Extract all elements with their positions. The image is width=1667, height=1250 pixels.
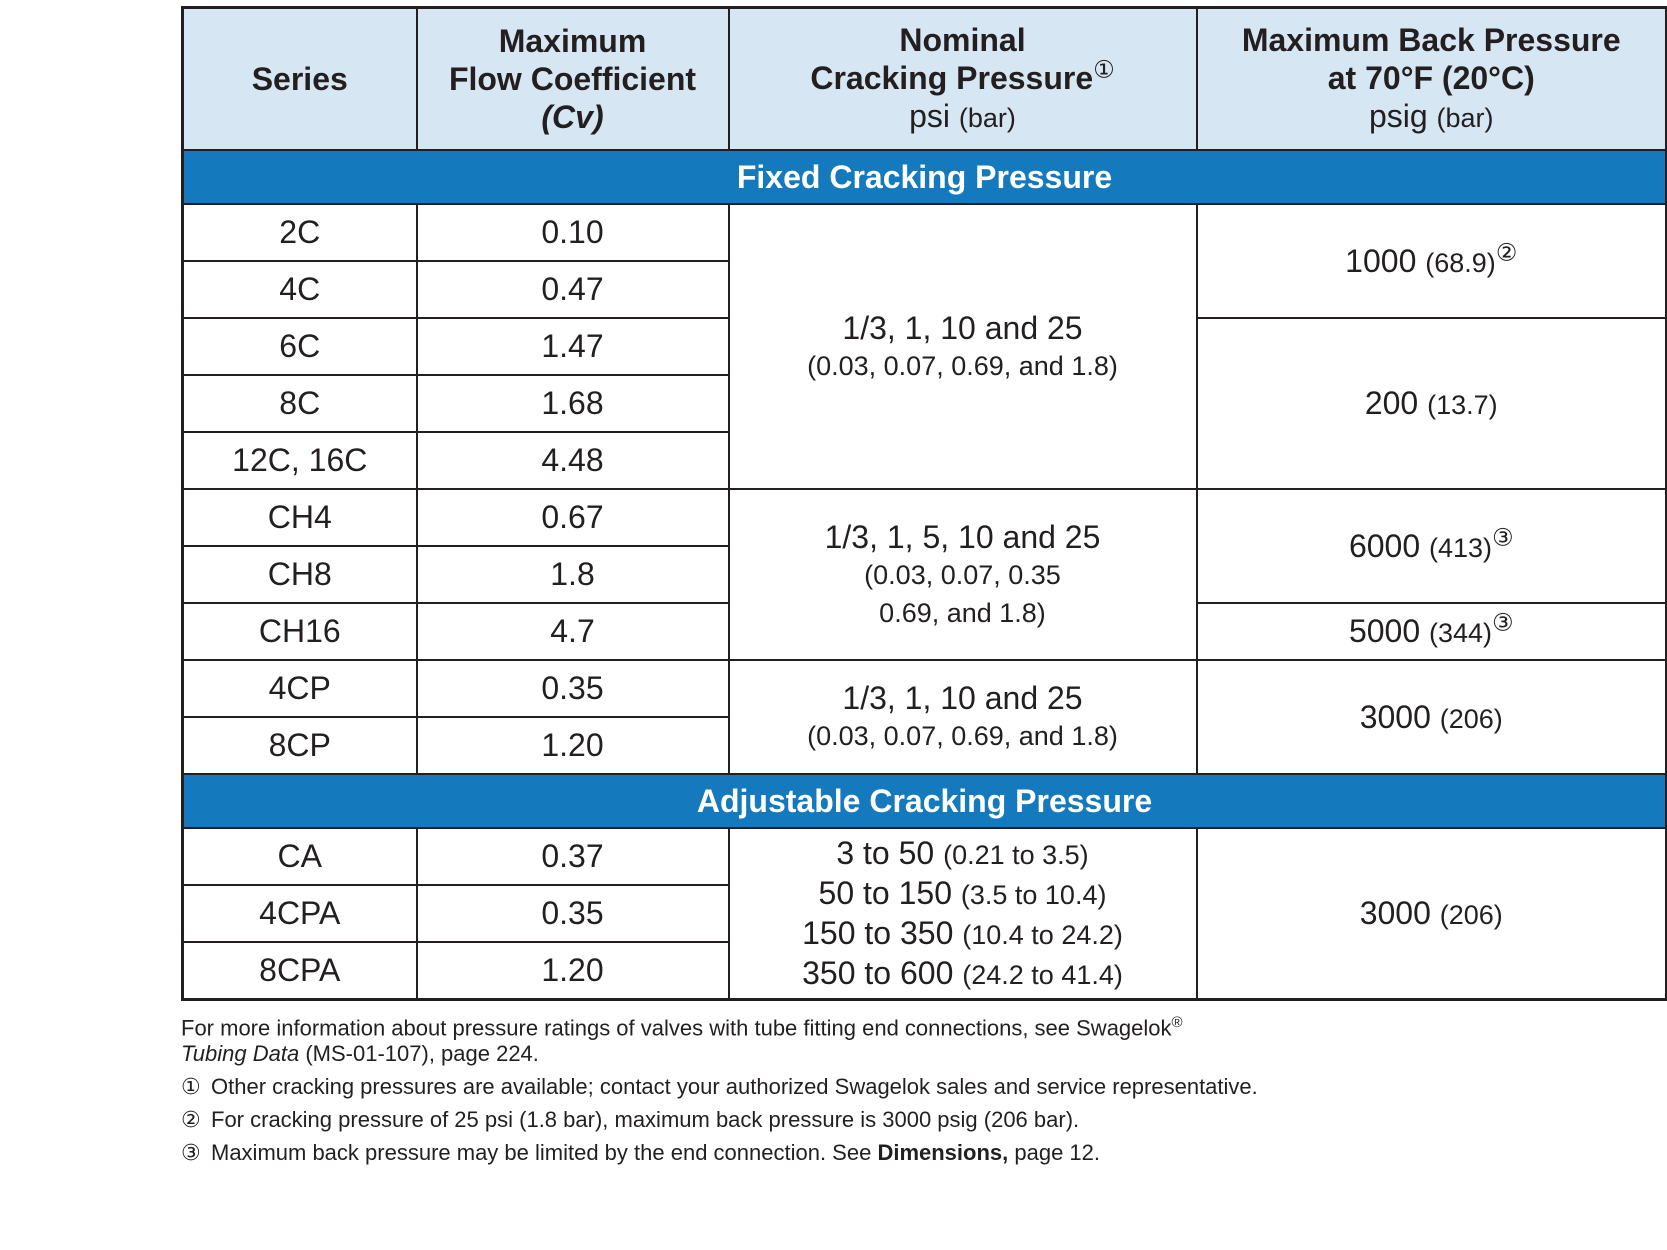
cv-cell: 0.67 [417, 489, 729, 546]
cv-cell: 1.68 [417, 375, 729, 432]
cv-cell: 0.37 [417, 828, 729, 885]
series-cell: CH4 [183, 489, 417, 546]
footnote-2: ② For cracking pressure of 25 psi (1.8 bar), maximum back pressure is 3000 psig (206 bar). [181, 1107, 1080, 1133]
cv-cell: 4.7 [417, 603, 729, 660]
footnote-1-marker: ① [1093, 56, 1115, 84]
cracking-pressure-group-3: 1/3, 1, 10 and 25 (0.03, 0.07, 0.69, and 1.8) [729, 660, 1197, 774]
series-cell: 4CP [183, 660, 417, 717]
series-cell: CH8 [183, 546, 417, 603]
back-pressure-header: Maximum Back Pressure at 70°F (20°C) psig (bar) [1197, 8, 1667, 151]
series-cell: CH16 [183, 603, 417, 660]
adjustable-back-pressure: 3000 (206) [1197, 828, 1667, 1000]
footnote-3: ③ Maximum back pressure may be limited by the end connection. See Dimensions, page 12. [181, 1140, 1100, 1166]
series-cell: 6C [183, 318, 417, 375]
series-cell: 8CP [183, 717, 417, 774]
cv-cell: 1.20 [417, 717, 729, 774]
table-row [183, 828, 1667, 885]
back-pressure-group-3: 6000 (413)③ [1197, 489, 1667, 603]
table-notes [181, 1010, 1481, 1173]
series-cell: 4CPA [183, 885, 417, 942]
adjustable-cracking-pressure: 3 to 50 (0.21 to 3.5) 50 to 150 (3.5 to 10.4) 150 to 350 (10.4 to 24.2) 350 to 600 (24.2 to 41.4) [729, 828, 1197, 1000]
flow-coefficient-header: Maximum Flow Coefficient (Cv) [417, 8, 729, 151]
table-header-row [183, 8, 1667, 151]
cv-cell: 0.35 [417, 660, 729, 717]
series-cell: 4C [183, 261, 417, 318]
cv-cell: 0.10 [417, 204, 729, 261]
section-title-fixed: Fixed Cracking Pressure [183, 150, 1667, 204]
series-cell: CA [183, 828, 417, 885]
series-cell: 8CPA [183, 942, 417, 1000]
table-row [183, 660, 1667, 717]
series-header: Series [183, 8, 417, 151]
back-pressure-group-4: 5000 (344)③ [1197, 603, 1667, 660]
cracking-pressure-group-1: 1/3, 1, 10 and 25 (0.03, 0.07, 0.69, and 1.8) [729, 204, 1197, 489]
section-row-fixed [183, 150, 1667, 204]
back-pressure-group-5: 3000 (206) [1197, 660, 1667, 774]
series-cell: 2C [183, 204, 417, 261]
footnote-2-marker: ② [1495, 238, 1518, 266]
cracking-pressure-group-2: 1/3, 1, 5, 10 and 25 (0.03, 0.07, 0.35 0.69, and 1.8) [729, 489, 1197, 660]
cracking-pressure-header: Nominal Cracking Pressure① psi (bar) [729, 8, 1197, 151]
cv-cell: 0.47 [417, 261, 729, 318]
cv-cell: 1.20 [417, 942, 729, 1000]
footnote-3-marker: ③ [1492, 609, 1514, 637]
footnote-1: ① Other cracking pressures are available; contact your authorized Swagelok sales and service representative. [181, 1074, 1258, 1100]
table-row [183, 489, 1667, 546]
back-pressure-group-1: 1000 (68.9)② [1197, 204, 1667, 318]
series-cell: 8C [183, 375, 417, 432]
notes-intro: For more information about pressure ratings of valves with tube fitting end connections, see Swagelok® Tubing Data (MS-01-107), page 224. [181, 1014, 1183, 1067]
cv-cell: 1.47 [417, 318, 729, 375]
cv-cell: 4.48 [417, 432, 729, 489]
back-pressure-group-2: 200 (13.7) [1197, 318, 1667, 489]
section-title-adjustable: Adjustable Cracking Pressure [183, 774, 1667, 828]
footnote-3-marker: ③ [1492, 523, 1514, 551]
check-valve-spec-table [181, 6, 1667, 1001]
series-cell: 12C, 16C [183, 432, 417, 489]
cv-cell: 1.8 [417, 546, 729, 603]
section-row-adjustable [183, 774, 1667, 828]
cv-cell: 0.35 [417, 885, 729, 942]
table-row [183, 204, 1667, 261]
